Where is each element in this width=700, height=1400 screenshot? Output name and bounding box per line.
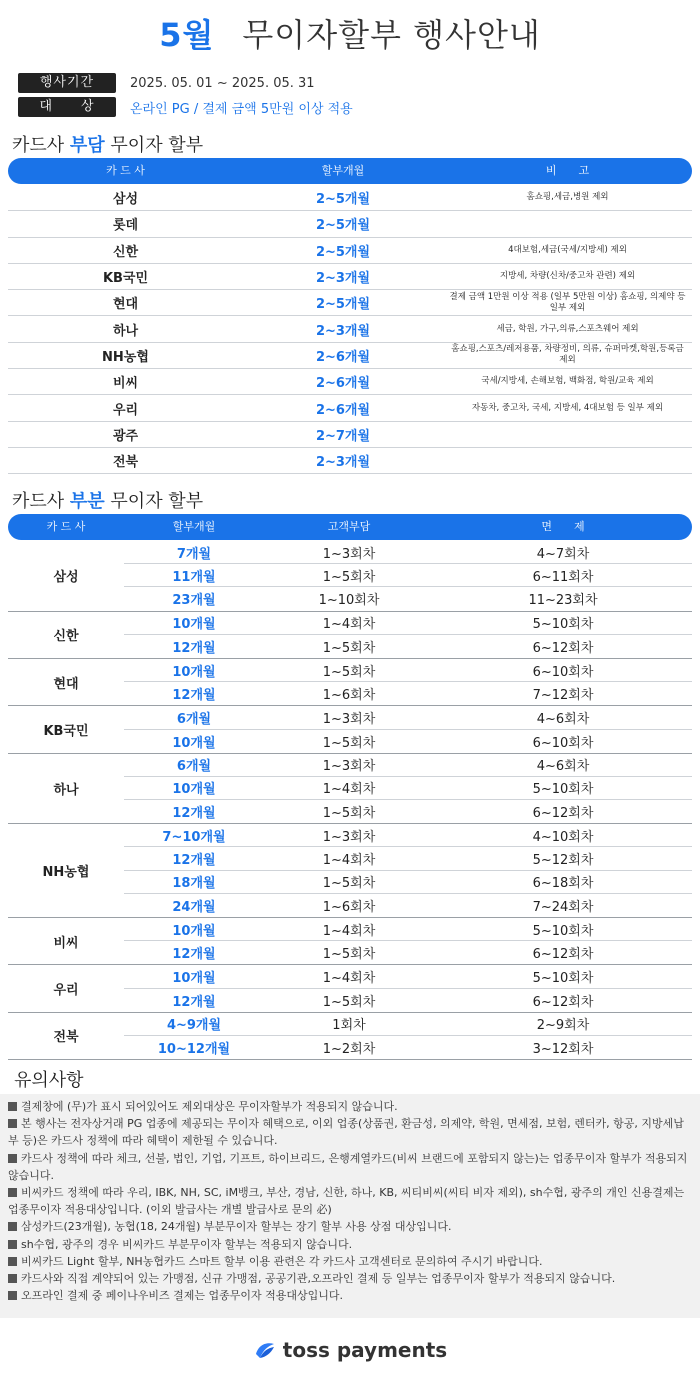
note-item [8,1150,692,1184]
table-row [124,847,692,870]
installment-months: 2~6개월 [315,376,371,392]
card-name: 비씨 [112,376,139,392]
customer-burden: 1~3회차 [322,711,376,727]
customer-burden: 1~2회차 [322,1042,376,1058]
table-row [124,965,692,988]
installment-months: 12개월 [172,640,216,656]
table-row [8,448,692,474]
section2-title [12,487,203,513]
installment-months: 11개월 [172,569,216,585]
bullet-square-icon [8,1102,17,1111]
footer-logo [0,1338,700,1362]
installment-months: 24개월 [172,899,216,915]
page-title [0,10,700,56]
customer-burden: 1~5회차 [322,664,376,680]
customer-burden: 1회차 [332,1018,366,1034]
installment-months: 10개월 [172,664,216,680]
card-group [8,612,692,659]
header-exempt: 면 제 [541,520,585,533]
period-value: 2025. 05. 01 ~ 2025. 05. 31 [130,75,315,91]
installment-months: 10개월 [172,923,216,939]
header-customer: 고객부담 [327,520,371,533]
installment-months: 10개월 [172,617,216,633]
installment-months: 10~12개월 [157,1042,231,1058]
header-note: 비 고 [545,164,590,177]
group-rows [124,612,692,658]
installment-months: 10개월 [172,970,216,986]
group-rows [124,659,692,705]
table-row [124,754,692,777]
card-name: 신한 [112,244,139,260]
exempt-installments: 5~10회차 [532,782,594,798]
card-group [8,824,692,918]
note-text: 자동차, 중고차, 국세, 지방세, 4대보험 등 일부 제외 [471,402,664,413]
installment-months: 2~3개월 [315,323,371,339]
exempt-installments: 2~9회차 [536,1018,590,1034]
card-name: 전북 [112,455,139,471]
bullet-square-icon [8,1119,17,1128]
table-row [8,238,692,264]
customer-burden: 1~5회차 [322,947,376,963]
exempt-installments: 5~12회차 [532,853,594,869]
note-text: 본 행사는 전자상거래 PG 업종에 제공되는 무이자 혜택으로, 이외 업종(상품권, 환금성, 의제약, 학원, 면세점, 보험, 렌터카, 항공, 지방세납부 등)은 카드사 정책에 따라 혜택이 제한될 수 있습니다. [8,1117,684,1148]
customer-burden: 1~5회차 [322,876,376,892]
bullet-square-icon [8,1291,17,1300]
table-row [124,800,692,823]
card-name: 비씨 [53,935,79,951]
table-row [8,185,692,211]
section1-suffix: 무이자 할부 [110,135,204,156]
note-item [8,1253,692,1270]
note-text: 결제 금액 1만원 이상 적용 (일부 5만원 이상) 홈쇼핑, 의제약 등 일부 제외 [449,291,686,313]
section1-table [8,185,692,474]
installment-months: 12개월 [172,947,216,963]
table-row [8,422,692,448]
customer-burden: 1~5회차 [322,994,376,1010]
group-rows [124,824,692,917]
customer-burden: 1~3회차 [322,546,376,562]
note-text: 결제창에 (무)가 표시 되어있어도 제외대상은 무이자할부가 적용되지 않습니다. [21,1100,398,1113]
table-row [124,918,692,941]
customer-burden: 1~10회차 [318,593,380,609]
section2-table [8,541,692,1060]
installment-months: 4~9개월 [166,1018,222,1034]
table-row [8,211,692,237]
card-name: 광주 [112,428,139,444]
card-group [8,706,692,753]
note-item [8,1115,692,1149]
header-card: 카 드 사 [106,164,145,177]
section1-highlight: 부담 [69,135,105,156]
card-group [8,1013,692,1060]
card-name: 전북 [53,1030,79,1046]
installment-months: 2~5개월 [315,297,371,313]
header-months: 할부개월 [172,520,216,533]
note-text: 4대보험,세금(국세/지방세) 제외 [508,244,627,255]
period-row [18,73,315,93]
table-row [124,871,692,894]
note-item [8,1287,692,1304]
table-row [124,1013,692,1036]
card-group [8,659,692,706]
table-row [124,824,692,847]
customer-burden: 1~3회차 [322,829,376,845]
exempt-installments: 5~10회차 [532,970,594,986]
table-row [124,612,692,635]
exempt-installments: 6~10회차 [532,664,594,680]
exempt-installments: 6~12회차 [532,640,594,656]
installment-months: 2~3개월 [315,271,371,287]
card-name: 현대 [53,676,79,692]
note-item [8,1270,692,1287]
installment-months: 23개월 [172,593,216,609]
exempt-installments: 6~18회차 [532,876,594,892]
exempt-installments: 3~12회차 [532,1042,594,1058]
installment-months: 12개월 [172,853,216,869]
installment-months: 10개월 [172,782,216,798]
note-item [8,1218,692,1235]
installment-months: 2~7개월 [315,428,371,444]
note-text: sh수협, 광주의 경우 비씨카드 부분무이자 할부는 적용되지 않습니다. [21,1237,353,1251]
group-rows [124,706,692,752]
period-label: 행사기간 [18,73,116,93]
table-row [124,989,692,1012]
table-row [124,894,692,917]
exempt-installments: 7~24회차 [532,899,594,915]
table-row [8,343,692,369]
exempt-installments: 6~10회차 [532,735,594,751]
table-row [124,659,692,682]
customer-burden: 1~5회차 [322,735,376,751]
installment-months: 2~5개월 [315,244,371,260]
group-rows [124,918,692,964]
card-name: 신한 [53,629,79,645]
note-text [443,211,692,236]
note-text: 홈쇼핑,세금,병원 제외 [526,192,609,203]
table-row [8,369,692,395]
installment-months: 6개월 [176,759,212,775]
section1-title [12,131,203,157]
note-text [443,448,692,473]
customer-burden: 1~5회차 [322,806,376,822]
target-label: 대 상 [18,97,116,117]
card-name: NH농협 [102,349,149,365]
card-name: KB국민 [43,724,89,739]
note-text: 홈쇼핑,스포츠/레저용품, 차량정비, 의류, 슈퍼마켓,학원,등록금 제외 [451,344,684,366]
note-text: 세금, 학원, 가구,의류,스포츠웨어 제외 [496,323,639,334]
bullet-square-icon [8,1188,17,1197]
exempt-installments: 4~10회차 [532,829,594,845]
exempt-installments: 7~12회차 [532,688,594,704]
installment-months: 7~10개월 [162,829,226,845]
table-row [8,264,692,290]
title-text: 무이자할부 행사안내 [242,16,541,54]
group-rows [124,1013,692,1059]
note-text: 삼성카드(23개월), 농협(18, 24개월) 부분무이자 할부는 장기 할부 사용 상점 대상입니다. [21,1220,452,1234]
installment-months: 2~6개월 [315,402,371,418]
section1-table-header [8,158,692,184]
customer-burden: 1~6회차 [322,688,376,704]
exempt-installments: 4~6회차 [536,711,590,727]
note-text: 오프라인 결제 중 페이나우비즈 결제는 업종무이자 적용대상입니다. [21,1289,344,1303]
installment-months: 7개월 [176,546,212,562]
customer-burden: 1~6회차 [322,899,376,915]
card-name: 삼성 [112,192,139,208]
exempt-installments: 6~12회차 [532,947,594,963]
note-text: 비씨카드 Light 할부, NH농협카드 스마트 할부 이용 관련은 각 카드사 고객센터로 문의하여 주시기 바랍니다. [21,1254,543,1268]
note-text [443,422,692,447]
card-name: 롯데 [112,218,139,234]
card-name: KB국민 [102,271,149,287]
customer-burden: 1~4회차 [322,923,376,939]
exempt-installments: 6~12회차 [532,994,594,1010]
bullet-square-icon [8,1154,17,1163]
table-row [124,564,692,587]
note-item [8,1236,692,1253]
installment-months: 12개월 [172,994,216,1010]
table-row [124,777,692,800]
toss-logo-icon [253,1338,277,1362]
card-name: 우리 [112,402,139,418]
installment-months: 2~5개월 [315,218,371,234]
group-rows [124,541,692,611]
customer-burden: 1~4회차 [322,970,376,986]
notes-title: 유의사항 [14,1070,84,1091]
section2-highlight: 부분 [69,491,105,512]
target-value: 온라인 PG / 결제 금액 5만원 이상 적용 [130,101,353,117]
table-row [8,395,692,421]
exempt-installments: 5~10회차 [532,617,594,633]
bullet-square-icon [8,1240,17,1249]
card-name: 하나 [112,323,139,339]
notes-box [0,1094,700,1318]
table-row [124,941,692,964]
exempt-installments: 6~12회차 [532,806,594,822]
card-group [8,541,692,612]
table-row [124,706,692,729]
customer-burden: 1~4회차 [322,617,376,633]
card-name: 삼성 [53,570,79,586]
group-rows [124,965,692,1011]
installment-months: 2~5개월 [315,192,371,208]
section2-suffix: 무이자 할부 [110,491,204,512]
customer-burden: 1~3회차 [322,759,376,775]
customer-burden: 1~4회차 [322,853,376,869]
exempt-installments: 5~10회차 [532,923,594,939]
table-row [124,730,692,753]
note-item [8,1098,692,1115]
bullet-square-icon [8,1274,17,1283]
card-name: NH농협 [42,865,90,881]
section1-prefix: 카드사 [12,135,65,156]
installment-months: 6개월 [176,711,212,727]
customer-burden: 1~5회차 [322,640,376,656]
title-month: 5월 [159,16,215,54]
installment-months: 12개월 [172,688,216,704]
installment-months: 10개월 [172,735,216,751]
customer-burden: 1~4회차 [322,782,376,798]
section2-table-header [8,514,692,540]
table-row [124,1036,692,1059]
note-text: 국세/지방세, 손해보험, 백화점, 학원/교육 제외 [481,376,654,387]
installment-months: 18개월 [172,876,216,892]
card-name: 현대 [112,297,139,313]
customer-burden: 1~5회차 [322,569,376,585]
exempt-installments: 11~23회차 [528,593,598,609]
card-group [8,965,692,1012]
exempt-installments: 4~7회차 [536,546,590,562]
note-item [8,1184,692,1218]
bullet-square-icon [8,1222,17,1231]
exempt-installments: 4~6회차 [536,759,590,775]
section2-prefix: 카드사 [12,491,65,512]
installment-months: 2~6개월 [315,349,371,365]
table-row [124,587,692,610]
note-text: 카드사 정책에 따라 체크, 선불, 법인, 기업, 기프트, 하이브리드, 은행계열카드(비씨 브랜드에 포함되지 않는)는 업종무이자 할부가 적용되지 않습니다. [8,1151,688,1182]
logo-text: toss payments [282,1338,448,1362]
table-row [124,541,692,564]
table-row [8,316,692,342]
note-text: 지방세, 차량(신차/중고차 관련) 제외 [499,271,636,282]
installment-months: 2~3개월 [315,455,371,471]
group-rows [124,754,692,824]
header-months: 할부개월 [321,164,365,177]
header-card: 카 드 사 [46,520,86,533]
bullet-square-icon [8,1257,17,1266]
card-group [8,754,692,825]
card-name: 우리 [53,983,79,999]
target-row [18,97,353,117]
table-row [124,635,692,658]
card-group [8,918,692,965]
exempt-installments: 6~11회차 [532,569,594,585]
card-name: 하나 [53,782,79,798]
installment-months: 12개월 [172,806,216,822]
table-row [8,290,692,316]
table-row [124,682,692,705]
note-text: 비씨카드 정책에 따라 우리, IBK, NH, SC, iM뱅크, 부산, 경남, 신한, 하나, KB, 씨티비씨(씨티 비자 제외), sh수협, 광주의 개인 신용결제는 업종무이자 적용대상입니다. (이외 발급사는 개별 발급사로 문의 必) [8,1186,685,1217]
note-text: 카드사와 직접 계약되어 있는 가맹점, 신규 가맹점, 공공기관,오프라인 결제 등 일부는 업종무이자 할부가 적용되지 않습니다. [21,1272,616,1286]
